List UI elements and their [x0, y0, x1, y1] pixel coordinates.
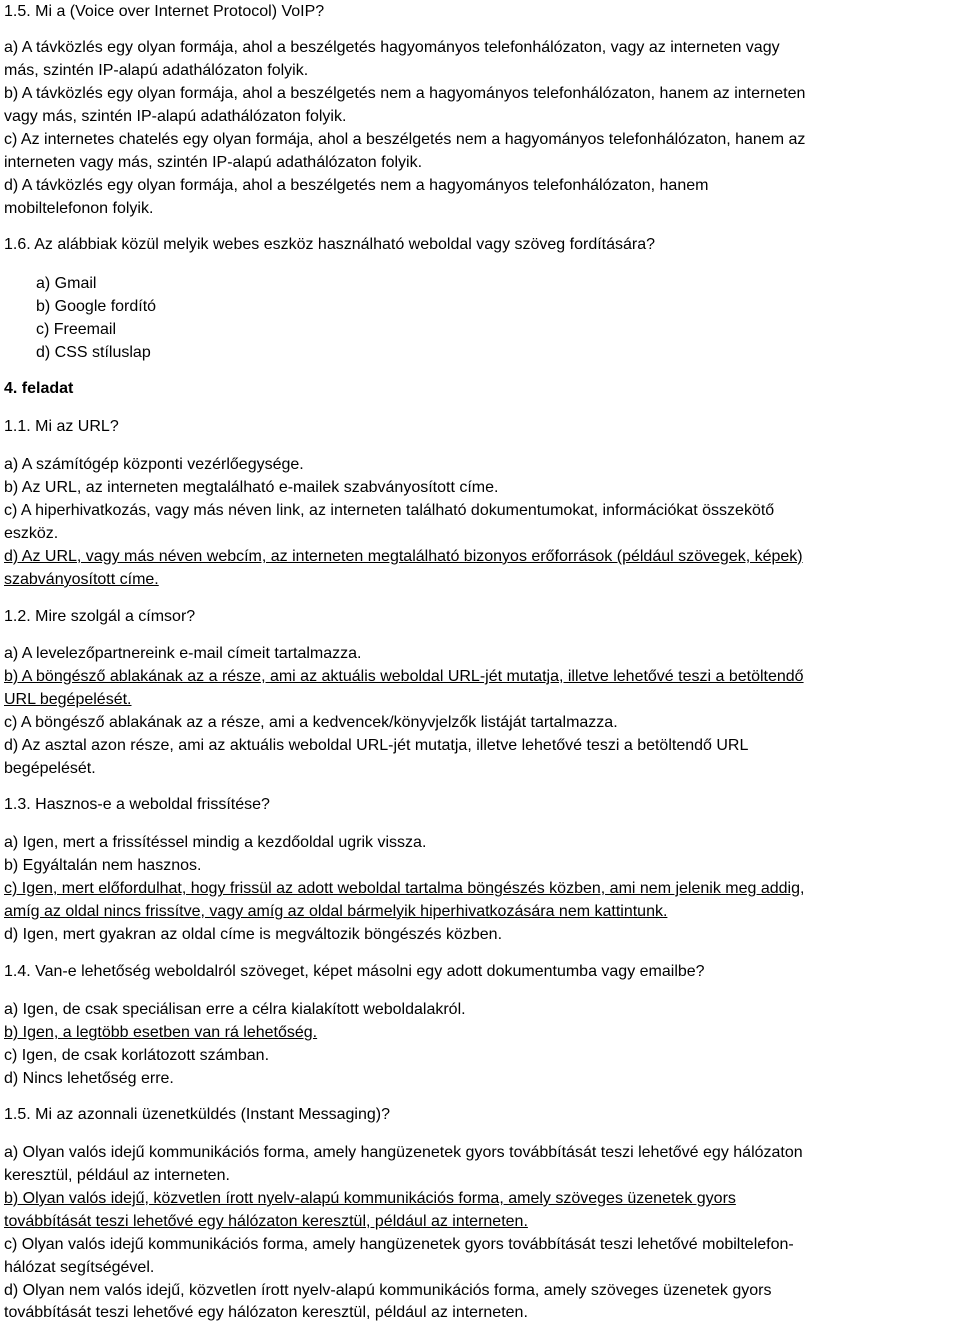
question-im-title: 1.5. Mi az azonnali üzenetküldés (Instant Messaging)?: [4, 1106, 390, 1123]
im-option-a-line2: keresztül, például az interneten.: [4, 1167, 230, 1184]
copy-option-a: a) Igen, de csak speciálisan erre a célra kialakított weboldalakról.: [4, 1001, 466, 1018]
addressbar-option-b-line2: URL begépelését.: [4, 691, 132, 708]
voip-option-b-line2: vagy más, szintén IP-alapú adathálózaton folyik.: [4, 108, 347, 125]
im-option-c-line2: hálózat segítségével.: [4, 1259, 155, 1276]
voip-option-d-line2: mobiltelefonon folyik.: [4, 200, 154, 217]
voip-option-c-line1: c) Az internetes chatelés egy olyan formája, ahol a beszélgetés nem a hagyományos telefonhálózaton, hanem az: [4, 131, 806, 148]
im-option-b-line1: b) Olyan valós idejű, közvetlen írott nyelv-alapú kommunikációs forma, amely szöveges üzenetek gyors: [4, 1190, 736, 1207]
url-option-c-line1: c) A hiperhivatkozás, vagy más néven link, az interneten található dokumentumokat, információkat összekötő: [4, 502, 775, 519]
voip-option-a-line2: más, szintén IP-alapú adathálózaton folyik.: [4, 62, 309, 79]
copy-option-d: d) Nincs lehetőség erre.: [4, 1070, 174, 1087]
question-refresh-title: 1.3. Hasznos-e a weboldal frissítése?: [4, 796, 270, 813]
copy-option-b: b) Igen, a legtöbb esetben van rá lehetőség.: [4, 1024, 318, 1041]
url-option-d-line1: d) Az URL, vagy más néven webcím, az interneten megtalálható bizonyos erőforrások (például szövegek, képek): [4, 548, 803, 565]
voip-option-c-line2: interneten vagy más, szintén IP-alapú adathálózaton folyik.: [4, 154, 423, 171]
url-option-d-line2: szabványosított címe.: [4, 571, 159, 588]
translate-option-c: c) Freemail: [36, 321, 117, 338]
section-title: 4. feladat: [4, 380, 74, 397]
refresh-option-a: a) Igen, mert a frissítéssel mindig a kezdőoldal ugrik vissza.: [4, 834, 427, 851]
voip-option-d-line1: d) A távközlés egy olyan formája, ahol a beszélgetés nem a hagyományos telefonhálózaton, hanem: [4, 177, 709, 194]
question-addressbar-title: 1.2. Mire szolgál a címsor?: [4, 608, 196, 625]
addressbar-option-d-line1: d) Az asztal azon része, ami az aktuális weboldal URL-jét mutatja, illetve lehetővé teszi a betöltendő URL: [4, 737, 749, 754]
im-option-d-line1: d) Olyan nem valós idejű, közvetlen írott nyelv-alapú kommunikációs forma, amely szöveges üzenetek gyors: [4, 1282, 772, 1299]
refresh-option-c-line2: amíg az oldal nincs frissítve, vagy amíg az oldal bármelyik hiperhivatkozására nem kattintunk.: [4, 903, 668, 920]
translate-option-a: a) Gmail: [36, 275, 97, 292]
addressbar-option-a: a) A levelezőpartnereink e-mail címeit tartalmazza.: [4, 645, 362, 662]
refresh-option-b: b) Egyáltalán nem hasznos.: [4, 857, 202, 874]
im-option-c-line1: c) Olyan valós idejű kommunikációs forma, amely hangüzenetek gyors továbbítását teszi lehetővé mobiltelefon-: [4, 1236, 794, 1253]
url-option-b: b) Az URL, az interneten megtalálható e-mailek szabványosított címe.: [4, 479, 499, 496]
copy-option-c: c) Igen, de csak korlátozott számban.: [4, 1047, 270, 1064]
question-translate-title: 1.6. Az alábbiak közül melyik webes eszköz használható weboldal vagy szöveg fordítására?: [4, 236, 656, 253]
addressbar-option-d-line2: begépelését.: [4, 760, 96, 777]
refresh-option-c-line1: c) Igen, mert előfordulhat, hogy frissül az adott weboldal tartalma böngészés közben, ami nem jelenik meg addig,: [4, 880, 805, 897]
addressbar-option-c: c) A böngésző ablakának az a része, ami a kedvencek/könyvjelzők listáját tartalmazza.: [4, 714, 618, 731]
translate-option-d: d) CSS stíluslap: [36, 344, 151, 361]
voip-option-a-line1: a) A távközlés egy olyan formája, ahol a beszélgetés hagyományos telefonhálózaton, vagy az interneten vagy: [4, 39, 780, 56]
refresh-option-d: d) Igen, mert gyakran az oldal címe is megváltozik böngészés közben.: [4, 926, 503, 943]
im-option-b-line2: továbbítását teszi lehetővé egy hálózaton keresztül, például az interneten.: [4, 1213, 528, 1230]
addressbar-option-b-line1: b) A böngésző ablakának az a része, ami az aktuális weboldal URL-jét mutatja, illetve lehetővé teszi a betöltendő: [4, 668, 804, 685]
im-option-d-line2: továbbítását teszi lehetővé egy hálózaton keresztül, például az interneten.: [4, 1304, 528, 1321]
question-url-title: 1.1. Mi az URL?: [4, 418, 119, 435]
url-option-c-line2: eszköz.: [4, 525, 59, 542]
url-option-a: a) A számítógép központi vezérlőegysége.: [4, 456, 304, 473]
im-option-a-line1: a) Olyan valós idejű kommunikációs forma, amely hangüzenetek gyors továbbítását teszi lehetővé egy hálózaton: [4, 1144, 803, 1161]
question-voip-title: 1.5. Mi a (Voice over Internet Protocol) VoIP?: [4, 3, 325, 20]
question-copy-title: 1.4. Van-e lehetőség weboldalról szöveget, képet másolni egy adott dokumentumba vagy emailbe?: [4, 963, 705, 980]
translate-option-b: b) Google fordító: [36, 298, 157, 315]
voip-option-b-line1: b) A távközlés egy olyan formája, ahol a beszélgetés nem a hagyományos telefonhálózaton, hanem az interneten: [4, 85, 806, 102]
